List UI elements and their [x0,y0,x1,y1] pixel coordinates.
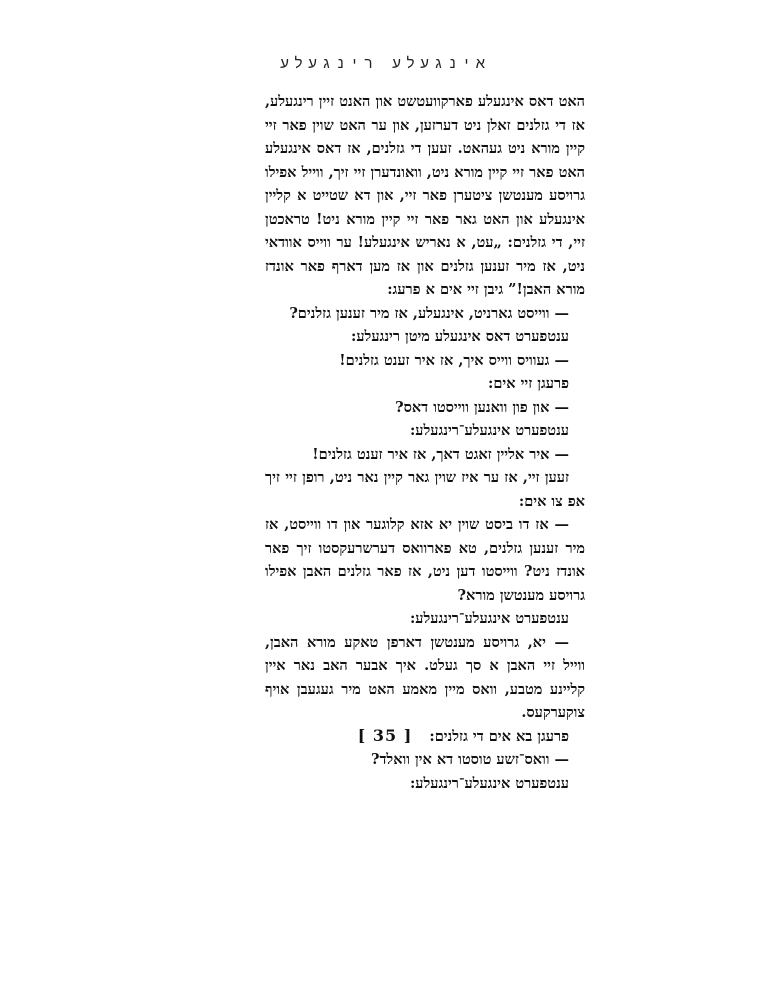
dialogue-line: — ווייסט גארניט, אינגעלע, אז מיר זענען גזלנים? [289,304,569,322]
dialogue-line: פרעגן בא אים די גזלנים: [429,727,569,745]
dialogue-line: ענטפערט אינגעלע־רינגעלע: [409,610,569,627]
running-head: אינגעלע רינגעלע [279,54,491,72]
paragraph: זעען זיי, אז ער איז שוין גאר קיין נאר ניט, רופן זיי זיך אפ צו אים: [265,469,585,510]
dialogue-line: — געוויס ווייס איך, אז איר זענט גזלנים! [339,351,569,369]
paragraph: האט דאס אינגעלע פארקוועטשט און האנט זיין רינגעלע, אז די גזלנים זאלן ניט דערזען, און ער האט שוין פאר זיי קיין מורא ניט געהאט. זעען די גזלנים, אז דאס אינגעלע האט פאר זיי קיין מורא ניט, וואונדערן זיי זיך, ווייל אפילו גרויסע מענטשן ציטערן פאר זיי, און דא שטייט א קליין אינגעלע און האט גאר פאר זיי קיין מורא ניט! טראכטן זיי, די גזלנים: „עט, א נאריש אינגעלע! ער ווייס אוודאי ניט, אז מיר זענען גזלנים און אז מען דארף פאר אונדז מורא האבן!” גיבן זיי אים א פרעג: [265,93,585,298]
page-number: [ 35 ] [357,726,413,745]
dialogue-line: — איר אליין זאגט דאך, אז איר זענט גזלנים! [312,445,569,463]
dialogue-line: ענטפערט אינגעלע־רינגעלע: [409,774,569,792]
dialogue-line: פרעגן זיי אים: [488,375,569,392]
dialogue-line: — און פון וואנען ווייסטו דאס? [395,398,569,416]
body-text [265,90,585,795]
dialogue-line: ענטפערט אינגעלע־רינגעלע: [409,422,569,439]
paragraph: — אז דו ביסט שוין יא אזא קלוגער און דו ווייסט, אז מיר זענען גזלנים, טא פארוואס דערשרעקסטו זיך פאר אונדז ניט? ווייסטו דען ניט, אז פאר גזלנים האבן אפילו גרויסע מענטשן מורא? [265,516,585,604]
paragraph: — יא, גרויסע מענטשן דארפן טאקע מורא האבן, ווייל זיי האבן א סך געלט. איך אבער האב נאר איין קליינע מטבע, וואס מיין מאמע האט מיר געגעבן אויף צוקערקעס. [265,633,585,721]
dialogue-line: ענטפערט דאס אינגעלע מיטן רינגעלע: [350,328,569,345]
dialogue-line: — וואס־זשע טוסטו דא אין וואלד? [370,751,569,768]
